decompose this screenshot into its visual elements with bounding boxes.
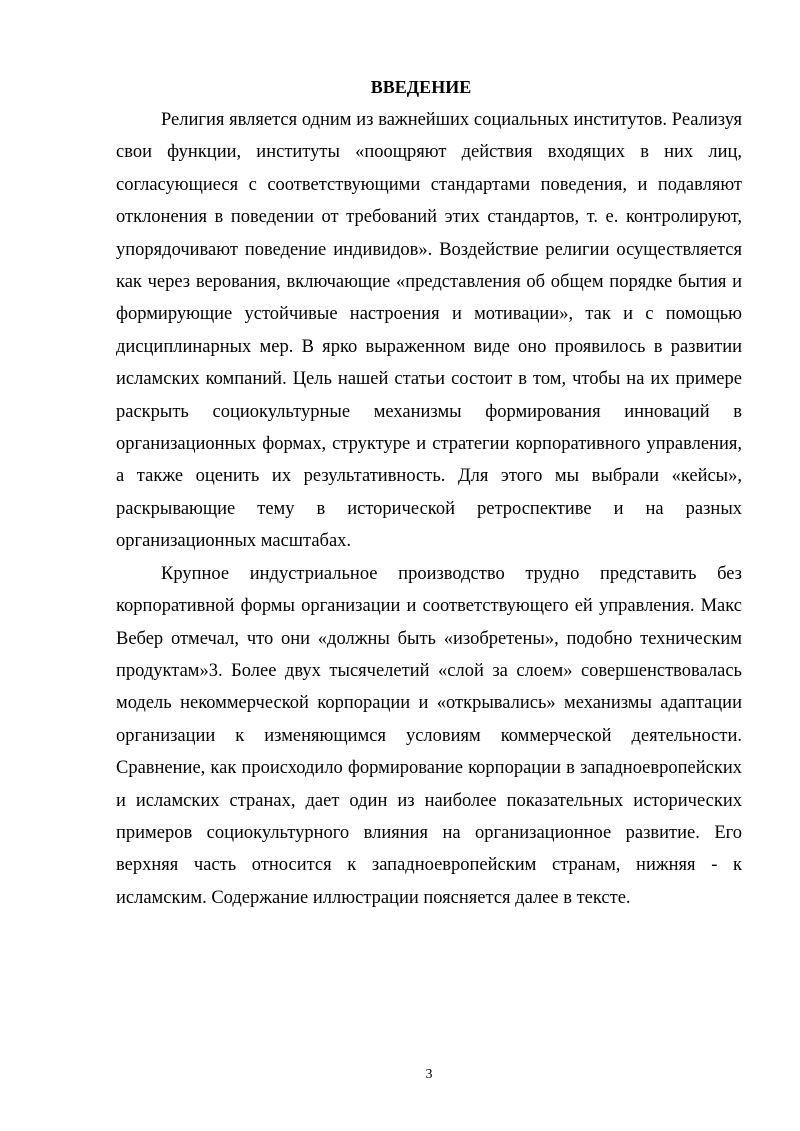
document-body	[116, 104, 742, 914]
page-title: ВВЕДЕНИЕ	[370, 77, 472, 97]
paragraph-corporate-form: Крупное индустриальное производство трудно представить без корпоративной формы организации и соответствующего ей управления. Макс Вебер отмечал, что они «должны быть «изобретены», подобно техническим продуктам»3. Более двух тысячелетий «слой за слоем» совершенствовалась модель некоммерческой корпорации и «открывались» механизмы адаптации организации к изменяющимся условиям коммерческой деятельности. Сравнение, как происходило формирование корпорации в западноевропейских и исламских странах, дает один из наиболее показательных исторических примеров социокультурного влияния на организационное развитие. Его верхняя часть относится к западноевропейским странам, нижняя - к исламским. Содержание иллюстрации поясняется далее в тексте.	[116, 563, 742, 908]
paragraph-intro: Религия является одним из важнейших социальных институтов. Реализуя свои функции, институты «поощряют действия входящих в них лиц, согласующиеся с соответствующими стандартами поведения, и подавляют отклонения в поведении от требований этих стандартов, т. е. контролируют, упорядочивают поведение индивидов». Воздействие религии осуществляется как через верования, включающие «представления об общем порядке бытия и формирующие устойчивые настроения и мотивации», так и с помощью дисциплинарных мер. В ярко выраженном виде оно проявилось в развитии исламских компаний. Цель нашей статьи состоит в том, чтобы на их примере раскрыть социокультурные механизмы формирования инноваций в организационных формах, структуре и стратегии корпоративного управления, а также оценить их результативность. Для этого мы выбрали «кейсы», раскрывающие тему в исторической ретроспективе и на разных организационных масштабах.	[116, 110, 742, 552]
page-number: 3	[425, 1067, 433, 1082]
